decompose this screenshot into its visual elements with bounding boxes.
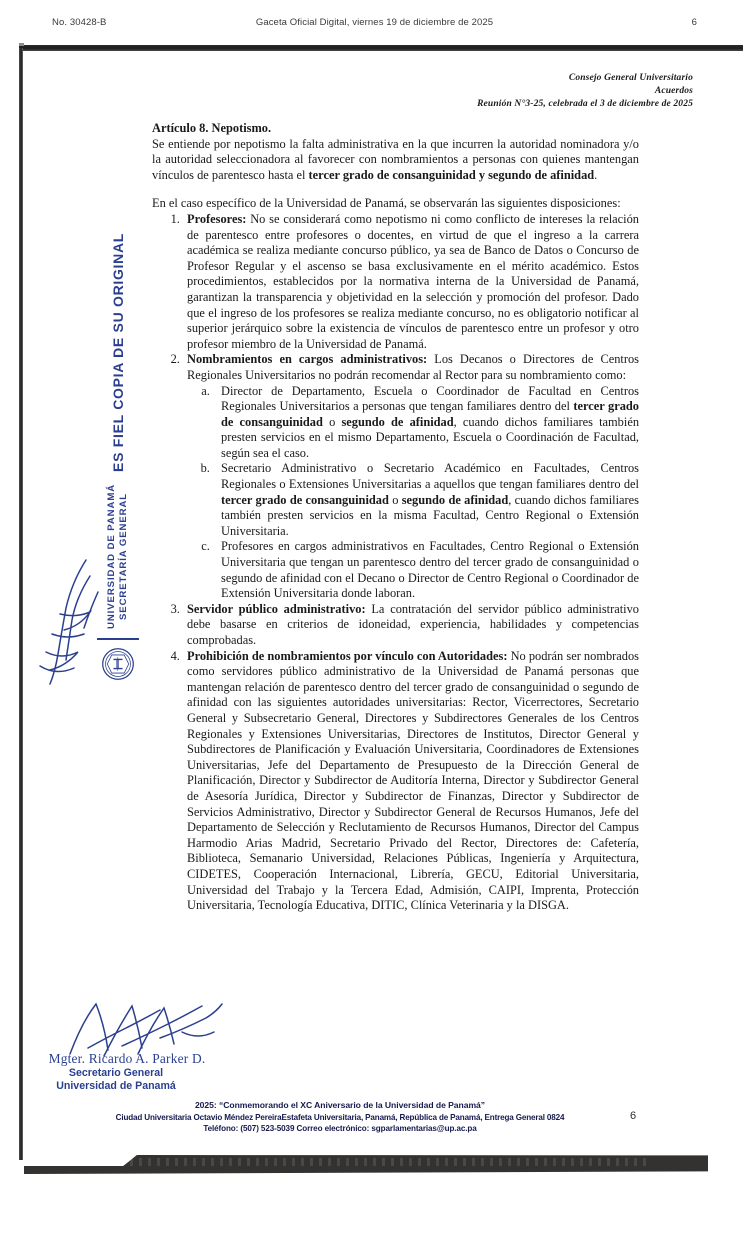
provision-1-label: Profesores: — [187, 211, 247, 226]
article-intro-paragraph: En el caso específico de la Universidad de Panamá, se observarán las siguientes disposiciones: — [152, 196, 621, 211]
lead-text-part1: Se entiende por nepotismo la falta administrativa en la que incurren la autoridad nominadora y/o la autoridad seleccionadora al favorecer con nombramientos a personas con quienes mantengan vínculos de parentesco hasta el — [152, 136, 639, 182]
page-footer — [60, 1100, 620, 1135]
subitem-a-part1: Director de Departamento, Escuela o Coordinador de Facultad en Centros Regionales Universitarios a personas que tengan familiares dentro del — [221, 383, 639, 414]
provision-2-subitem-a — [213, 384, 639, 462]
provision-3-label: Servidor público administrativo: — [187, 601, 366, 616]
subitem-a-part2: , cuando dichos familiares también presten servicios en el mismo Departamento, Escuela o Coordinación de Facultad, según sea el caso. — [221, 414, 640, 460]
stamp-divider — [97, 638, 139, 640]
provision-2-subitem-b — [213, 461, 639, 539]
document-body — [152, 121, 639, 914]
lead-bold-phrase: tercer grado de consanguinidad y segundo de afinidad — [308, 167, 595, 182]
signatory-name: Mgter. Ricardo A. Parker D. — [48, 1051, 206, 1066]
subitem-b-bold1: tercer grado de consanguinidad — [221, 492, 389, 507]
subitem-c-part1: Profesores en cargos administrativos en Facultades, Centro Regional o Extensión Universitaria que tengan un parentesco dentro del tercer grado de consanguinidad o segundo de afinidad con el Decano o Director de Centro Regional o Coordinador de Extensión Universitaria donde laboran. — [221, 539, 639, 601]
provision-1-text: No se considerará como nepotismo ni como conflicto de intereses la relación de parentesco entre profesores o docentes, en virtud de que el ingreso a la carrera académica se realiza mediante concurso público, ya sea de Banco de Datos o Concurso de Profesor Regular y el ascenso se basa exclusivamente en el mérito académico. Estos procedimientos, establecidos por la normativa interna de la Universidad de Panamá, garantizan la transparencia y objetividad en la selección y promoción del profesor. Dado que el ingreso de los profesores se realiza mediante concurso, no es obligatorio notificar al superior jerárquico sobre la existencia de vínculos de parentesco entre un profesor y otro profesor miembro de la Universidad de Panamá. — [187, 211, 639, 351]
scan-spine-edge — [19, 48, 23, 1160]
provision-2-label: Nombramientos en cargos administrativos: — [187, 352, 428, 367]
provision-item-3 — [183, 602, 639, 649]
footer-anniversary-slogan: 2025: “Conmemorando el XC Aniversario de la Universidad de Panamá” — [194, 1100, 486, 1110]
provision-item-2 — [183, 352, 639, 602]
meeting-council-name: Consejo General Universitario — [568, 73, 693, 83]
meeting-session-info: Reunión N°3-25, celebrada el 3 de diciembre de 2025 — [477, 99, 693, 110]
article-lead-paragraph — [152, 137, 639, 184]
lead-text-part2: . — [594, 167, 598, 182]
provision-2-subitem-c — [213, 539, 639, 601]
article-title: Artículo 8. Nepotismo. — [152, 121, 272, 135]
gaceta-title-date: Gaceta Oficial Digital, viernes 19 de diciembre de 2025 — [255, 17, 494, 28]
provisions-list — [152, 212, 639, 914]
subitem-a-bold1: tercer grado de consanguinidad — [221, 399, 639, 429]
paragraph-spacer — [152, 183, 639, 196]
gaceta-running-head — [52, 17, 697, 33]
stamp-org-line1: UNIVERSIDAD DE PANAMÁ — [105, 483, 117, 629]
subitem-b-bold2: segundo de afinidad — [401, 492, 509, 507]
scan-edge-top — [19, 45, 743, 51]
meeting-doc-type: Acuerdos — [654, 86, 693, 97]
provision-item-1 — [183, 212, 639, 352]
stamp-certify-text: ES FIEL COPIA DE SU ORIGINAL — [110, 232, 126, 472]
provision-4-text: No podrán ser nombrados como servidores público administrativo de la Universidad de Panamá personas que mantengan relación de parentesco dentro del tercer grado de consanguinidad o segundo de afinidad con las siguientes autoridades universitarias: Rector, Vicerrectores, Secretario General y Subsecretario General, Directores y Subdirectores Generales de los Centros Regionales y Extensiones Universitarias, Directores de Institutos, Director General y Subdirectores de Planificación y Evaluación Universitaria, Coordinadores de Extensiones Universitarias, Jefe del Departamento de Presupuesto de la Dirección General de Planificación, Director y Subdirector de Auditoría Interna, Director y Subdirector General de Asesoría Jurídica, Director y Subdirector de Finanzas, Director y Subdirector de Servicios Administrativo, Director y Subdirector General de Recursos Humanos, Jefe del Departamento de Selección y Reclutamiento de Recursos Humanos, Director del Campus Harmodio Arias Madrid, Secretario Privado del Rector, Directores de: Cafetería, Biblioteca, Semanario Universidad, Relaciones Públicas, Ingeniería y Arquitectura, CIDETES, Cooperación Internacional, Librería, GECU, Editorial Universitaria, Universidad del Trabajo y la Tercera Edad, Admisión, CAIPI, Imprenta, Protección Universitaria, Tecnología Educativa, DITIC, Clínica Veterinaria y la DISGA. — [187, 648, 639, 913]
provision-item-4 — [183, 649, 639, 914]
subitem-b-part2: , cuando dichos familiares también presten servicios en la misma Facultad, Centro Regional o Extensión Universitaria. — [221, 492, 640, 538]
subitem-b-part1: Secretario Administrativo o Secretario Académico en Facultades, Centros Regionales o Extensiones Universitarias a aquellos que tengan familiares dentro del — [221, 461, 639, 492]
provision-2-text: Los Decanos o Directores de Centros Regionales Universitarios no podrán recomendar al Rector para su nombramiento como: — [187, 352, 639, 382]
university-seal-icon — [101, 647, 135, 681]
gaceta-number: No. 30428-B — [52, 17, 107, 28]
stamp-org-text — [106, 484, 131, 629]
subitem-a-bold2: segundo de afinidad — [341, 414, 454, 429]
provision-3-text: La contratación del servidor público administrativo debe basarse en criterios de idoneidad, experiencia, habilidades y competencias comprobadas. — [187, 601, 639, 647]
footer-address: Ciudad Universitaria Octavio Méndez PereiraEstafeta Universitaria, Panamá, República de Panamá, Entrega General 0824 — [115, 1112, 565, 1122]
footer-page-number: 6 — [630, 1110, 637, 1122]
signatory-role: Secretario General — [68, 1067, 164, 1079]
provision-4-label: Prohibición de nombramientos por vínculo con Autoridades: — [187, 648, 508, 663]
footer-contact: Teléfono: (507) 523-5039 Correo electrónico: sgparlamentarias@up.ac.pa — [203, 1124, 477, 1134]
stamp-org-line2: SECRETARÍA GENERAL — [118, 492, 129, 621]
certification-stamp — [58, 232, 178, 684]
subitem-a-mid: o — [322, 414, 342, 429]
meeting-header — [477, 72, 693, 112]
subitem-b-mid: o — [388, 492, 402, 507]
provision-2-sublist — [187, 384, 639, 602]
signatory-organization: Universidad de Panamá — [56, 1080, 176, 1092]
scan-edge-bottom-texture — [130, 1158, 650, 1166]
gaceta-page-number: 6 — [691, 17, 697, 28]
